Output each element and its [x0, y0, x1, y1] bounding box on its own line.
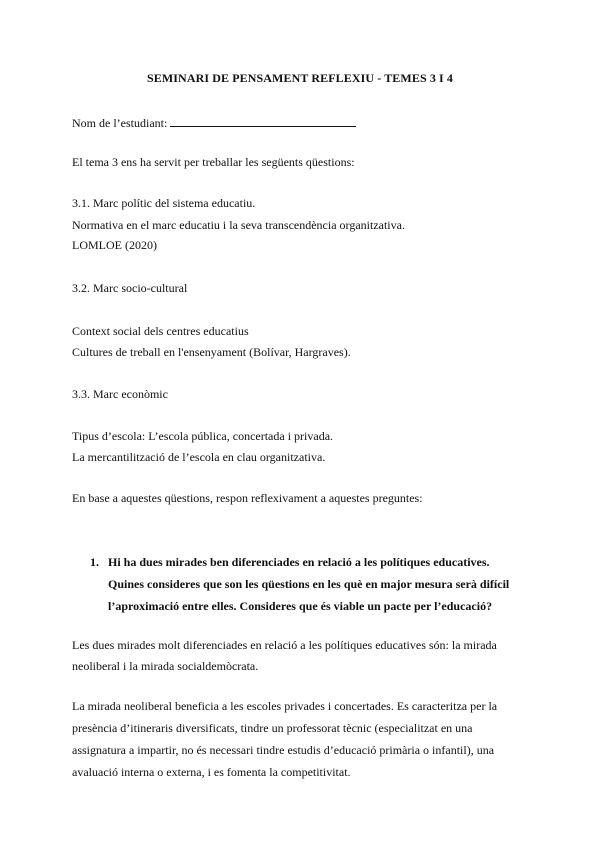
prompt-text: En base a aquestes qüestions, respon reflexivament a aquestes preguntes:: [72, 491, 423, 505]
student-name-row: [72, 114, 356, 132]
student-name-blank[interactable]: [170, 114, 356, 127]
section-3-1-line-1: Normativa en el marc educatiu i la seva transcendència organitzativa.: [72, 218, 405, 232]
section-3-1-heading: 3.1. Marc polític del sistema educatiu.: [72, 196, 256, 210]
student-name-label: Nom de l’estudiant:: [72, 116, 168, 130]
intro-text: El tema 3 ens ha servit per treballar les següents qüestions:: [72, 155, 355, 169]
section-3-3-heading: 3.3. Marc econòmic: [72, 387, 168, 401]
answer-p2-line-2: presència d’itineraris diversificats, tindre un professorat tècnic (especialitzat en una: [72, 721, 473, 735]
answer-p2-line-1: La mirada neoliberal beneficia a les escoles privades i concertades. Es caracteritza per la: [72, 699, 498, 713]
document-title: SEMINARI DE PENSAMENT REFLEXIU - TEMES 3 I 4: [146, 71, 453, 85]
answer-p1-line-2: neoliberal i la mirada socialdemòcrata.: [72, 659, 259, 673]
section-3-2-heading: 3.2. Marc socio-cultural: [72, 281, 188, 295]
answer-p1-line-1: Les dues mirades molt diferenciades en relació a les polítiques educatives són: la mirada: [72, 638, 497, 652]
section-3-2-line-2: Cultures de treball en l'ensenyament (Bolívar, Hargraves).: [72, 345, 351, 359]
section-3-3-line-1: Tipus d’escola: L’escola pública, concertada i privada.: [72, 429, 334, 443]
section-3-1-line-2: LOMLOE (2020): [72, 238, 157, 252]
section-3-3-line-2: La mercantilització de l’escola en clau organitzativa.: [72, 450, 326, 464]
question-1-line-1: Hi ha dues mirades ben diferenciades en relació a les polítiques educatives.: [108, 555, 490, 569]
question-1-line-3: l’aproximació entre elles. Consideres que és viable un pacte per l’educació?: [108, 599, 493, 613]
question-1-number: 1.: [90, 555, 99, 569]
answer-p2-line-3: assignatura a impartir, no és necessari tindre estudis d’educació primària o infantil), una: [72, 743, 495, 757]
section-3-2-line-1: Context social dels centres educatius: [72, 324, 249, 338]
answer-p2-line-4: avaluació interna o externa, i es fomenta la competitivitat.: [72, 765, 351, 779]
question-1-line-2: Quines consideres que son les qüestions en les què en major mesura serà difícil: [108, 577, 510, 591]
